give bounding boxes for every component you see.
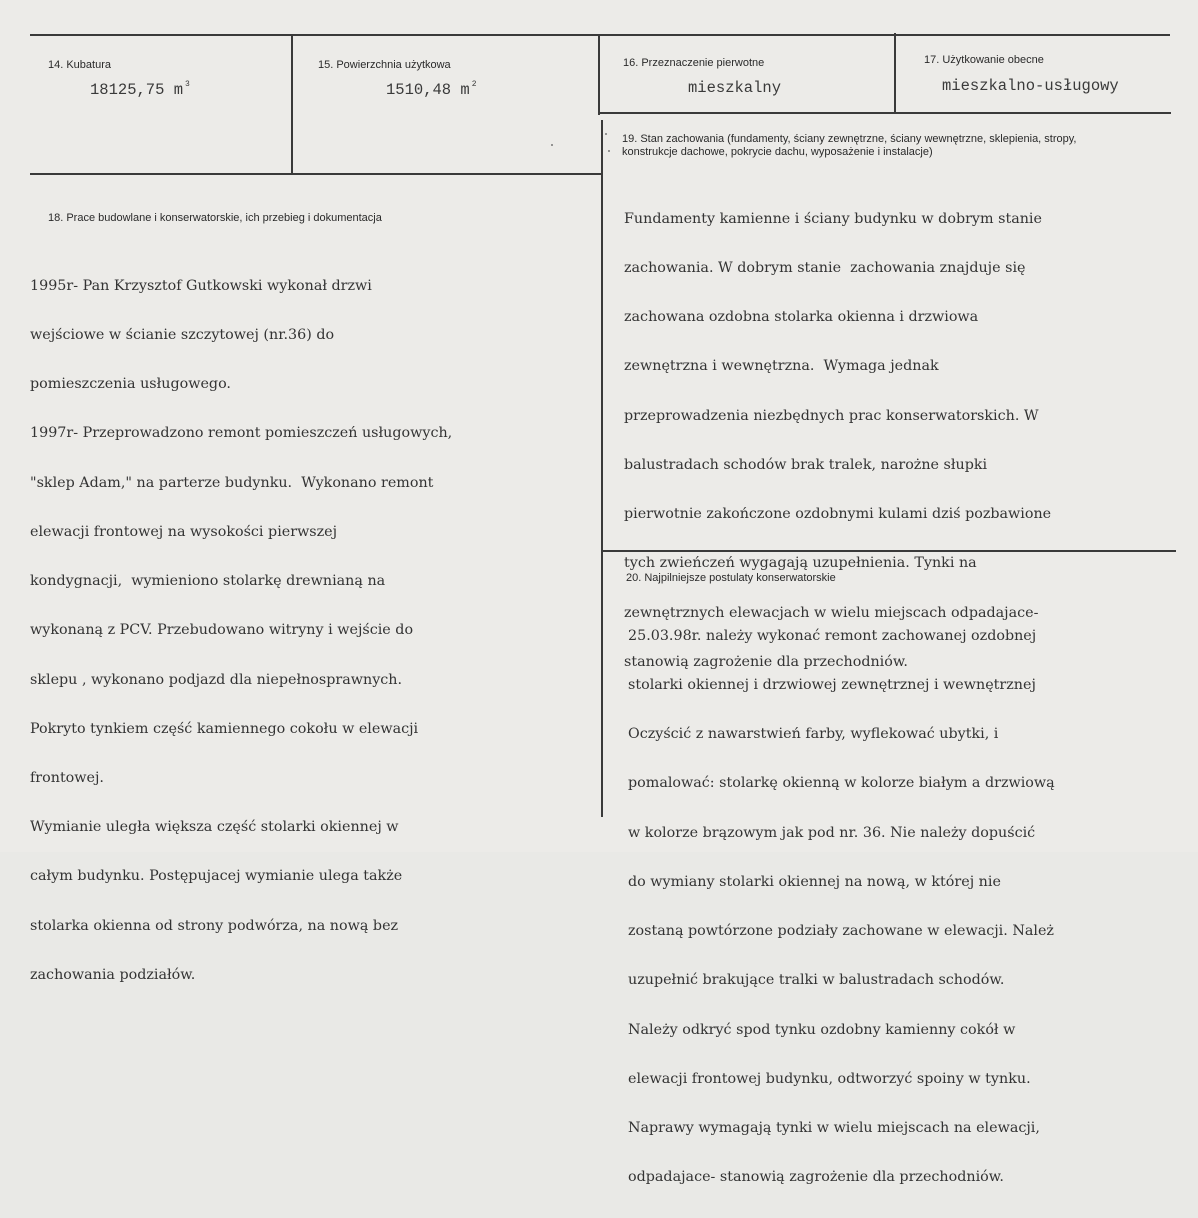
uzytkowanie-label: 17. Użytkowanie obecne (924, 54, 1044, 66)
divider-16-17 (894, 33, 896, 113)
divider-14-15 (291, 35, 293, 173)
prace-budowlane-text (30, 245, 452, 1016)
scan-speck (551, 144, 553, 146)
postulaty-text (628, 595, 1055, 1218)
text-line: przeprowadzenia niezbędnych prac konserwatorskich. W (624, 407, 1039, 424)
text-line: stanowią zagrożenie dla przechodniów. (624, 653, 908, 670)
text-line: całym budynku. Postępujacej wymianie ulega także (30, 868, 403, 885)
text-line: 25.03.98r. należy wykonać remont zachowanej ozdobnej (628, 627, 1037, 644)
text-line: w kolorze brązowym jak pod nr. 36. Nie należy dopuścić (628, 824, 1036, 841)
prace-budowlane-label: 18. Prace budowlane i konserwatorskie, ich przebieg i dokumentacja (48, 212, 382, 224)
text-line: Pokryto tynkiem część kamiennego cokołu w elewacji (30, 720, 419, 737)
kubatura-number: 18125,75 m (90, 81, 184, 99)
powierzchnia-unit-exponent: 2 (471, 79, 477, 89)
przeznaczenie-label: 16. Przeznaczenie pierwotne (623, 57, 765, 69)
powierzchnia-value (386, 81, 477, 99)
scan-speck (608, 150, 610, 152)
text-line: pomalować: stolarkę okienną w kolorze białym a drzwiową (628, 775, 1055, 792)
kubatura-value (90, 81, 190, 99)
text-line: Należy odkryć spod tynku ozdobny kamienny cokół w (628, 1021, 1016, 1038)
stan-zachowania-label-line2: konstrukcje dachowe, pokrycie dachu, wyposażenie i instalacje) (622, 146, 933, 158)
text-line: tych zwieńczeń wygagają uzupełnienia. Tynki na (624, 555, 977, 572)
divider-15-16 (598, 35, 600, 115)
rule-under-14-15 (30, 173, 603, 175)
text-line: wykonaną z PCV. Przebudowano witryny i wejście do (30, 622, 414, 639)
stan-zachowania-label-line1: 19. Stan zachowania (fundamenty, ściany zewnętrzne, ściany wewnętrzne, sklepienia, stropy, (622, 133, 1077, 145)
text-line: Wymianie uległa większa część stolarki okiennej w (30, 819, 399, 836)
text-line: Fundamenty kamienne i ściany budynku w dobrym stanie (624, 210, 1042, 227)
top-rule (30, 34, 1170, 36)
kubatura-label: 14. Kubatura (48, 59, 111, 71)
text-line: frontowej. (30, 770, 104, 786)
text-line: Naprawy wymagają tynki w wielu miejscach na elewacji, (628, 1120, 1040, 1136)
text-line: zewnętrznych elewacjach w wielu miejscach odpadajace- (624, 604, 1039, 621)
przeznaczenie-value: mieszkalny (688, 79, 782, 97)
text-line: stolarka okienna od strony podwórza, na nową bez (30, 917, 399, 934)
powierzchnia-number: 1510,48 m (386, 81, 470, 99)
text-line: sklepu , wykonano podjazd dla niepełnosprawnych. (30, 671, 403, 688)
text-line: zewnętrzna i wewnętrzna. Wymaga jednak (624, 358, 939, 375)
text-line: stolarki okiennej i drzwiowej zewnętrznej i wewnętrznej (628, 677, 1036, 694)
scan-speck (605, 133, 607, 135)
uzytkowanie-value: mieszkalno-usługowy (942, 77, 1119, 95)
rule-under-16-17 (598, 112, 1171, 114)
text-line: 1995r- Pan Krzysztof Gutkowski wykonał drzwi (30, 277, 372, 294)
text-line: uzupełnić brakujące tralki w balustradach schodów. (628, 972, 1005, 989)
text-line: pierwotnie zakończone ozdobnymi kulami dziś pozbawione (624, 506, 1052, 523)
divider-left-right (601, 120, 603, 817)
text-line: balustradach schodów brak tralek, narożne słupki (624, 456, 988, 473)
text-line: "sklep Adam," na parterze budynku. Wykonano remont (30, 474, 434, 491)
kubatura-unit-exponent: 3 (185, 79, 190, 89)
text-line: Oczyścić z nawarstwień farby, wyflekować ubytki, i (628, 726, 999, 743)
text-line: zostaną powtórzone podziały zachowane w elewacji. Należ (628, 923, 1054, 940)
text-line: zachowana ozdobna stolarka okienna i drzwiowa (624, 309, 979, 326)
text-line: zachowania podziałów. (30, 966, 196, 983)
text-line: odpadajace- stanowią zagrożenie dla przechodniów. (628, 1169, 1004, 1186)
powierzchnia-label: 15. Powierzchnia użytkowa (318, 59, 451, 71)
text-line: 1997r- Przeprowadzono remont pomieszczeń usługowych, (30, 425, 453, 442)
text-line: wejściowe w ścianie szczytowej (nr.36) do (30, 327, 335, 344)
text-line: pomieszczenia usługowego. (30, 376, 231, 393)
text-line: kondygnacji, wymieniono stolarkę drewnianą na (30, 573, 386, 590)
postulaty-label: 20. Najpilniejsze postulaty konserwatorskie (626, 572, 836, 584)
text-line: elewacji frontowej na wysokości pierwszej (30, 523, 338, 540)
text-line: do wymiany stolarki okiennej na nową, w której nie (628, 873, 1001, 890)
text-line: elewacji frontowej budynku, odtworzyć spoiny w tynku. (628, 1070, 1031, 1087)
text-line: zachowania. W dobrym stanie zachowania znajduje się (624, 260, 1026, 277)
